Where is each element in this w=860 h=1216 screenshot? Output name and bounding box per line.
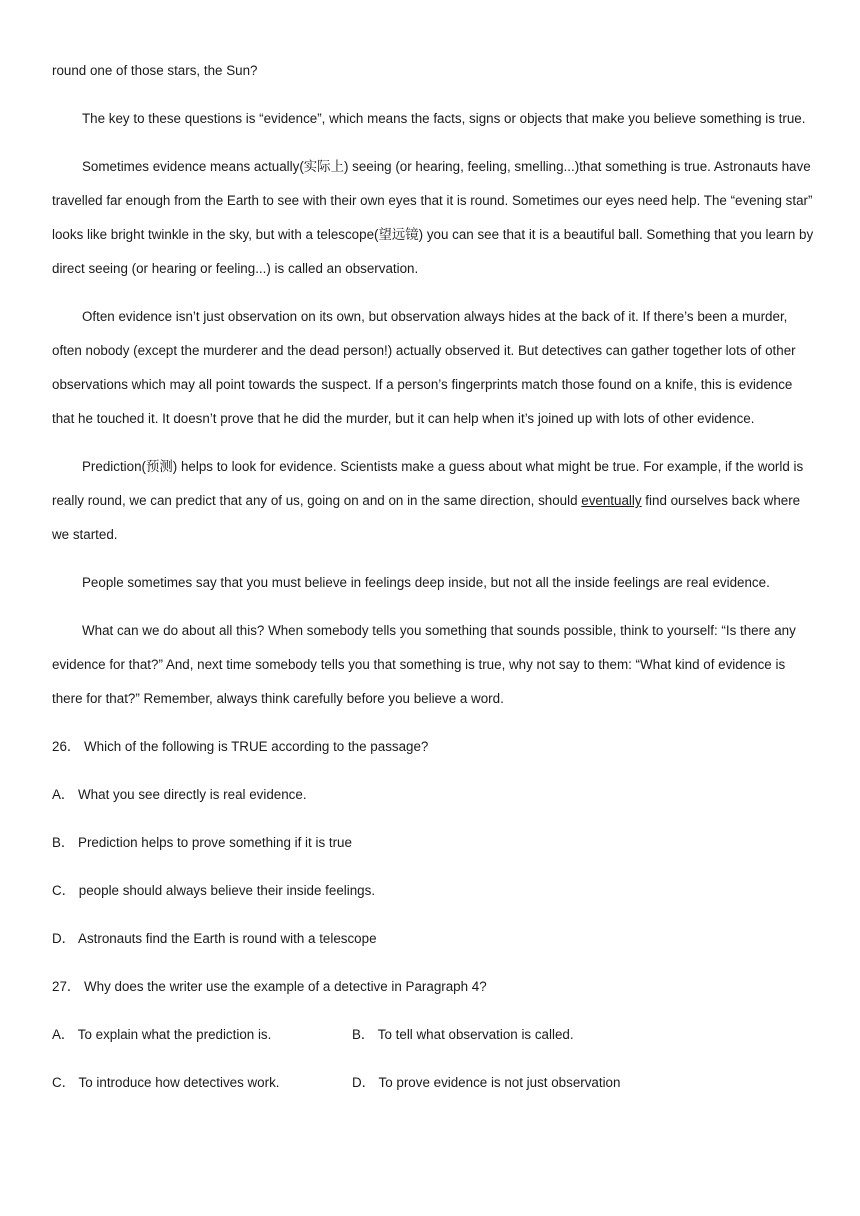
question-26-option-b: B． Prediction helps to prove something if it is true [52,835,352,850]
question-27-option-d: D． To prove evidence is not just observation [352,1075,621,1090]
passage-paragraph-1: The key to these questions is “evidence”, which means the facts, signs or objects that make you believe something is true. [82,111,806,126]
question-26-option-a: A． What you see directly is real evidence. [52,787,307,802]
paragraph-4-text-end: find ourselves back where we started. [52,493,801,542]
question-26-stem: 26． Which of the following is TRUE according to the passage? [52,739,429,754]
paragraph-4-text-start: Prediction(预测) helps to look for evidence. Scientists make a guess about what might be true. For example, if the world is really round, we can predict that any of us, going on and on in the same direction, should [52,459,804,508]
question-26-option-d: D． Astronauts find the Earth is round with a telescope [52,931,377,946]
passage-paragraph-0: round one of those stars, the Sun? [52,63,258,78]
passage-paragraph-6: What can we do about all this? When somebody tells you something that sounds possible, think to yourself: “Is there any evidence for that?” And, next time somebody tells you that something is true, why not say to them: “What kind of evidence is there for that?” Remember, always think carefully before you believe a word. [52,623,796,706]
question-27-options-row-2 [52,1066,814,1100]
question-27-option-c: C． To introduce how detectives work. [52,1075,280,1090]
passage-paragraph-4 [52,450,814,552]
question-27-options-row-1 [52,1018,814,1052]
question-26-option-c: C． people should always believe their inside feelings. [52,883,376,898]
question-27-stem: 27． Why does the writer use the example of a detective in Paragraph 4? [52,979,487,994]
question-27-option-a: A． To explain what the prediction is. [52,1027,272,1042]
document-page [52,54,814,1114]
question-27-option-b: B． To tell what observation is called. [352,1027,574,1042]
passage-paragraph-5: People sometimes say that you must believe in feelings deep inside, but not all the inside feelings are real evidence. [82,575,770,590]
passage-paragraph-3: Often evidence isn’t just observation on its own, but observation always hides at the back of it. If there’s been a murder, often nobody (except the murderer and the dead person!) actually observed it. But detectives can gather together lots of other observations which may all point towards the suspect. If a person’s fingerprints match those found on a knife, this is evidence that he touched it. It doesn’t prove that he did the murder, but it can help when it’s joined up with lots of other evidence. [52,309,796,426]
underlined-word: eventually [581,493,642,508]
passage-paragraph-2: Sometimes evidence means actually(实际上) seeing (or hearing, feeling, smelling...)that something is true. Astronauts have travelled far enough from the Earth to see with their own eyes that it is round. Sometimes our eyes need help. The “evening star” looks like bright twinkle in the sky, but with a telescope(望远镜) you can see that it is a beautiful ball. Something that you learn by direct seeing (or hearing or feeling...) is called an observation. [52,159,814,276]
